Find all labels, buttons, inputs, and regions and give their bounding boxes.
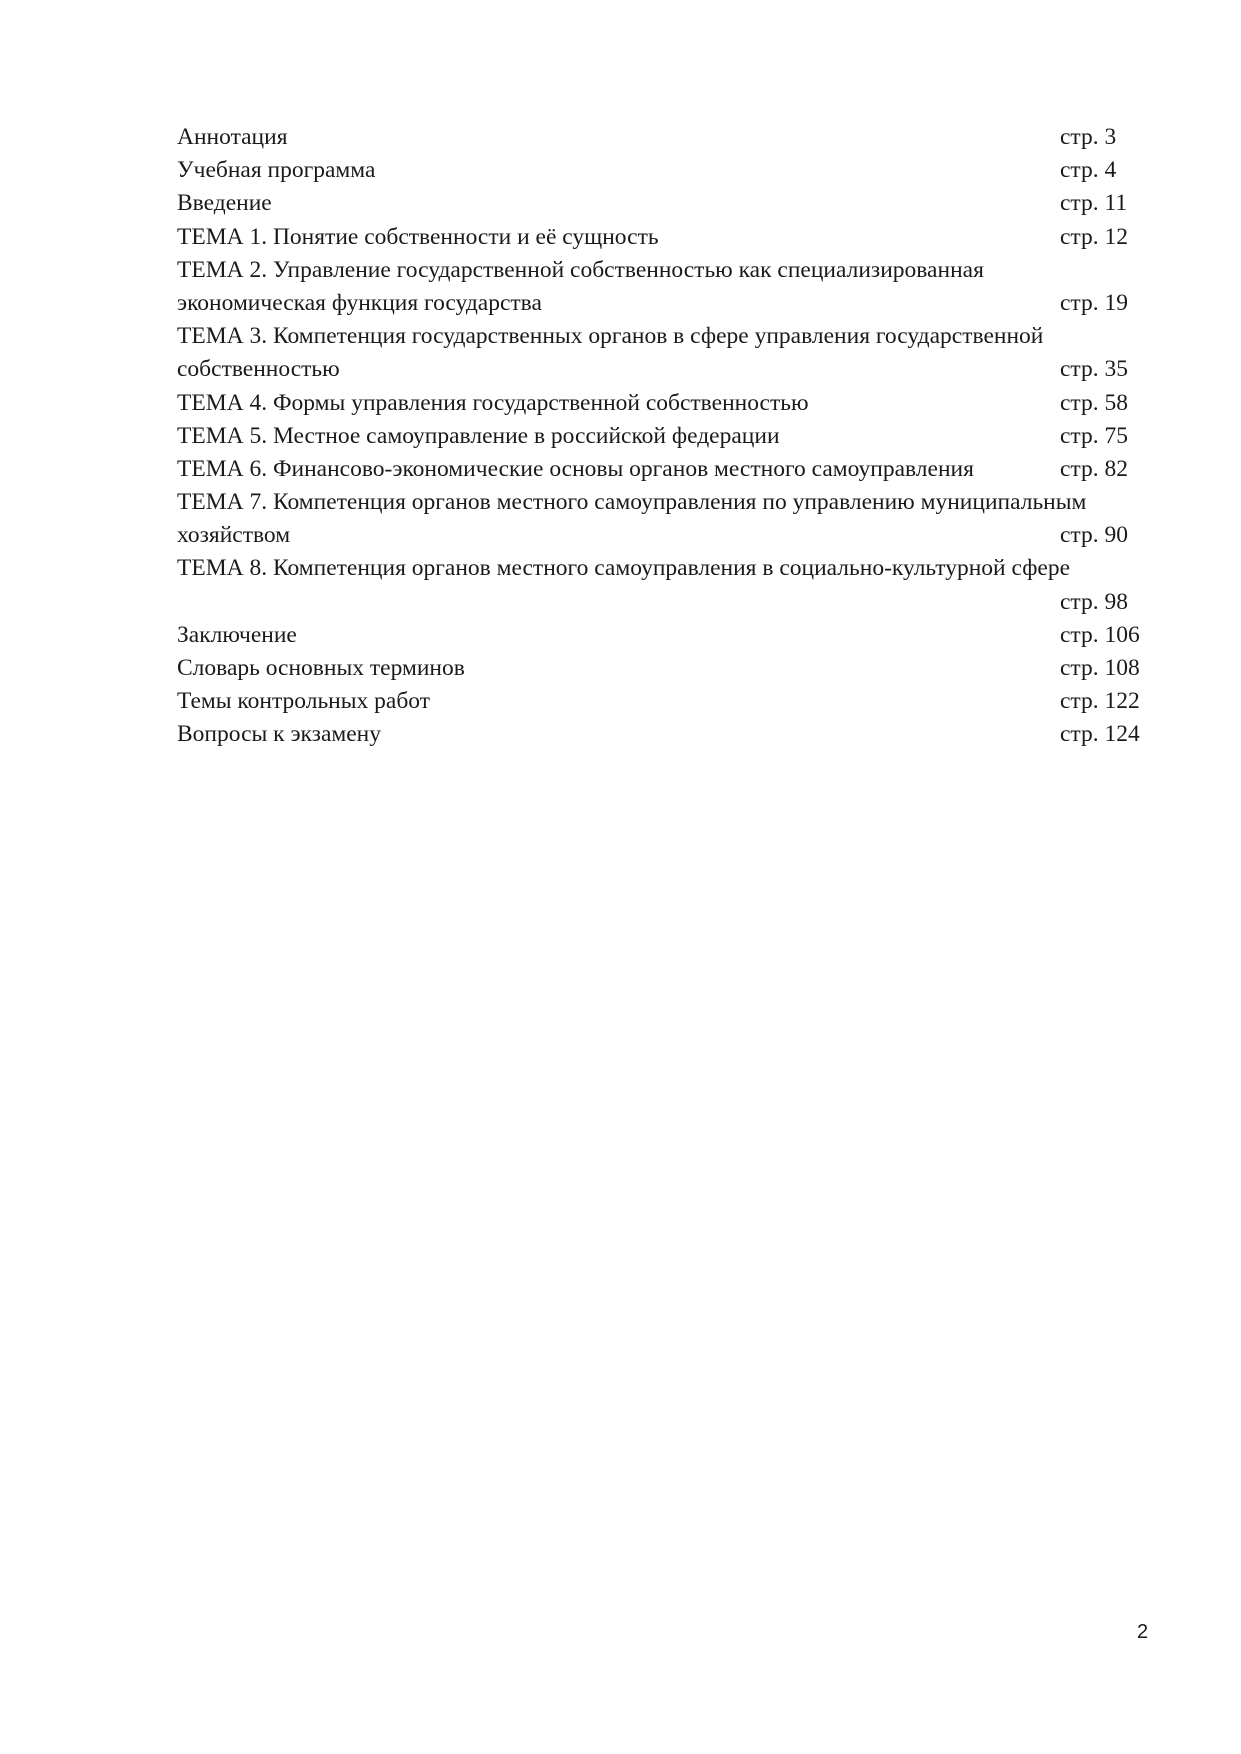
toc-entry-page: стр. 106	[1060, 621, 1140, 648]
toc-entry-page: стр. 12	[1060, 223, 1128, 250]
toc-line	[177, 121, 1147, 154]
toc-entry-title: ТЕМА 4. Формы управления государственной собственностью	[177, 389, 809, 416]
toc-entry-topic-8[interactable]	[177, 552, 1147, 618]
toc-line	[177, 552, 1147, 585]
toc-entry-title-continued: хозяйством	[177, 522, 291, 549]
toc-entry-title: Аннотация	[177, 124, 288, 150]
toc-entry-test-topics[interactable]	[177, 685, 1147, 718]
toc-entry-topic-6[interactable]	[177, 453, 1147, 486]
toc-entry-curriculum[interactable]	[177, 154, 1147, 187]
toc-entry-page: стр. 3	[1060, 124, 1117, 150]
toc-line	[177, 519, 1147, 552]
toc-line	[177, 187, 1147, 220]
toc-entry-page: стр. 35	[1060, 356, 1128, 383]
toc-entry-title: ТЕМА 8. Компетенция органов местного самоуправления в социально-культурной сфере	[177, 555, 1071, 582]
toc-line	[177, 685, 1147, 718]
toc-line	[177, 387, 1147, 420]
toc-entry-title: ТЕМА 7. Компетенция органов местного самоуправления по управлению муниципальным	[177, 489, 1087, 516]
toc-entry-glossary[interactable]	[177, 652, 1147, 685]
toc-line	[177, 154, 1147, 187]
toc-entry-title: ТЕМА 1. Понятие собственности и её сущность	[177, 223, 659, 250]
toc-entry-title: ТЕМА 5. Местное самоуправление в российской федерации	[177, 422, 780, 449]
toc-entry-page: стр. 82	[1060, 455, 1128, 482]
toc-entry-page: стр. 108	[1060, 655, 1140, 681]
toc-line	[177, 586, 1147, 619]
toc-entry-introduction[interactable]	[177, 187, 1147, 220]
toc-line	[177, 619, 1147, 652]
toc-line	[177, 718, 1147, 751]
toc-entry-title-continued: экономическая функция государства	[177, 289, 542, 316]
toc-entry-title: Вопросы к экзамену	[177, 721, 382, 748]
toc-entry-topic-4[interactable]	[177, 387, 1147, 420]
toc-entry-annotation[interactable]	[177, 121, 1147, 154]
toc-entry-title: Словарь основных терминов	[177, 655, 465, 681]
toc-entry-page: стр. 75	[1060, 422, 1128, 449]
toc-entry-page: стр. 98	[1060, 588, 1128, 615]
toc-entry-page: стр. 122	[1060, 688, 1140, 715]
toc-line	[177, 353, 1147, 386]
toc-entry-page: стр. 90	[1060, 522, 1128, 549]
toc-entry-topic-3[interactable]	[177, 320, 1147, 386]
toc-entry-title: Учебная программа	[177, 157, 376, 184]
toc-entry-page: стр. 11	[1060, 190, 1128, 217]
toc-line	[177, 652, 1147, 685]
toc-entry-conclusion[interactable]	[177, 619, 1147, 652]
toc-line	[177, 221, 1147, 254]
toc-entry-topic-2[interactable]	[177, 254, 1147, 320]
toc-line	[177, 320, 1147, 353]
toc-line	[177, 453, 1147, 486]
toc-entry-title: Заключение	[177, 621, 297, 648]
toc-entry-page: стр. 19	[1060, 289, 1128, 316]
toc-entry-title-continued: собственностью	[177, 356, 340, 383]
toc-entry-title: Темы контрольных работ	[177, 688, 431, 715]
toc-entry-topic-5[interactable]	[177, 420, 1147, 453]
toc-entry-topic-1[interactable]	[177, 221, 1147, 254]
toc-entry-title: Введение	[177, 190, 272, 217]
toc-entry-title: ТЕМА 2. Управление государственной собственностью как специализированная	[177, 256, 984, 283]
toc-entry-topic-7[interactable]	[177, 486, 1147, 552]
toc-entry-title: ТЕМА 6. Финансово-экономические основы органов местного самоуправления	[177, 455, 974, 482]
toc-entry-page: стр. 58	[1060, 389, 1128, 416]
page-number: 2	[1137, 1621, 1149, 1643]
toc-entry-page: стр. 4	[1060, 157, 1117, 184]
toc-entry-exam-questions[interactable]	[177, 718, 1147, 751]
toc-entry-title: ТЕМА 3. Компетенция государственных органов в сфере управления государственной	[177, 323, 1044, 350]
table-of-contents	[177, 121, 1147, 752]
toc-entry-page: стр. 124	[1060, 721, 1140, 748]
toc-line	[177, 486, 1147, 519]
toc-line	[177, 287, 1147, 320]
toc-line	[177, 254, 1147, 287]
toc-line	[177, 420, 1147, 453]
